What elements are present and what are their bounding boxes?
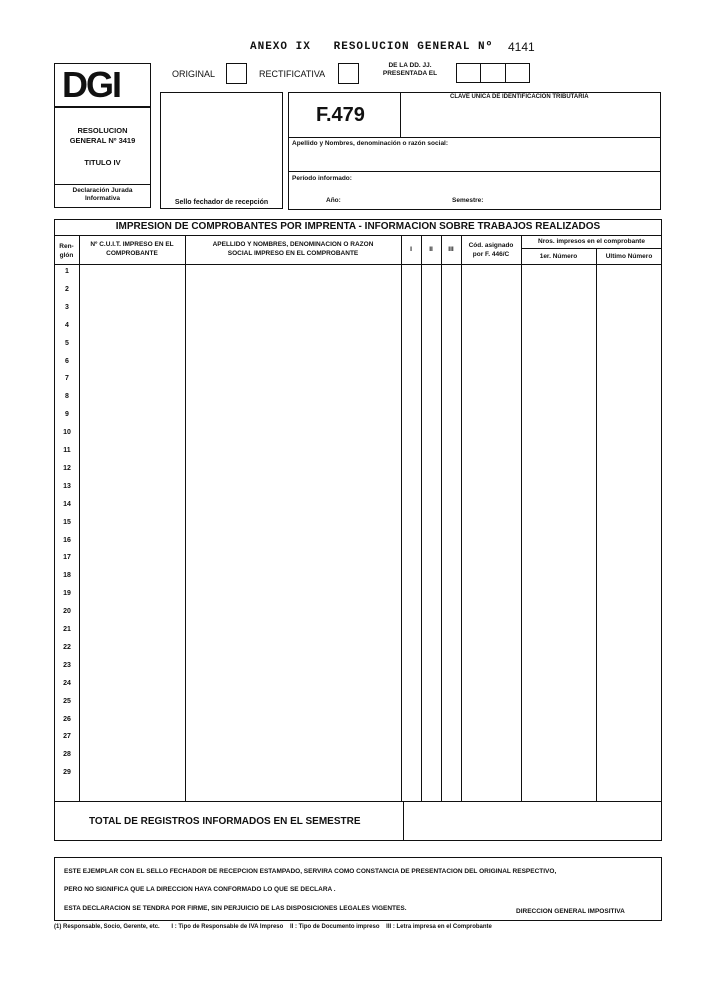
row-number: 7	[65, 375, 69, 383]
col-iii-header: III	[448, 246, 454, 253]
row-number: 2	[65, 285, 69, 293]
presented-line-2: PRESENTADA EL	[382, 70, 438, 77]
col-name-header	[185, 240, 401, 258]
row-number: 13	[63, 482, 71, 490]
row-number: 15	[63, 518, 71, 526]
row-number: 4	[65, 321, 69, 329]
col-cuit-1: Nº C.U.I.T. IMPRESO EN EL	[90, 241, 174, 248]
col-numbers-header: Nros. impresos en el comprobante	[538, 238, 645, 245]
col-first-header: 1er. Número	[539, 253, 578, 260]
resolution-label: RESOLUCION GENERAL Nº	[333, 41, 494, 53]
col-code-header	[461, 241, 521, 259]
row-number: 19	[63, 590, 71, 598]
declaration-line-2: Informativa	[84, 195, 121, 202]
original-label: ORIGINAL	[172, 69, 216, 79]
row-number: 14	[63, 500, 71, 508]
row-number: 22	[63, 643, 71, 651]
name-label: Apellido y Nombres, denominación o razón social:	[292, 140, 449, 147]
row-number: 25	[63, 697, 71, 705]
footer-line-3: ESTA DECLARACION SE TENDRA POR FIRME, SIN PERJUICIO DE LAS DISPOSICIONES LEGALES VIGENTES.	[64, 905, 407, 912]
total-label: TOTAL DE REGISTROS INFORMADOS EN EL SEMESTRE	[89, 816, 361, 827]
table-title: IMPRESION DE COMPROBANTES POR IMPRENTA - INFORMACION SOBRE TRABAJOS REALIZADOS	[115, 221, 601, 232]
title-label: TITULO IV	[84, 158, 121, 167]
row-number: 23	[63, 661, 71, 669]
resolution-line-1: RESOLUCION	[77, 126, 128, 135]
resolution-number: 4141	[508, 40, 535, 54]
row-number: 11	[63, 447, 71, 454]
row-number: 1	[65, 268, 69, 275]
row-number: 18	[63, 572, 71, 580]
col-ii-header: II	[429, 246, 433, 253]
main-table	[54, 219, 662, 841]
rectificativa-label: RECTIFICATIVA	[259, 69, 326, 79]
row-number: 29	[63, 769, 71, 777]
declaration-line-1: Declaración Jurada	[72, 187, 133, 194]
row-number: 10	[63, 429, 71, 437]
row-number: 20	[63, 608, 71, 616]
col-rank-2: glón	[59, 252, 74, 259]
col-code-2: por F. 446/C	[472, 251, 510, 258]
row-number: 9	[65, 411, 69, 419]
dgi-logo: DGI	[62, 64, 121, 105]
row-number: 3	[65, 303, 69, 311]
col-i-header: I	[410, 246, 412, 253]
row-number: 21	[63, 626, 71, 633]
original-checkbox[interactable]	[226, 63, 247, 84]
row-number: 28	[63, 751, 71, 759]
col-last-header: Ultimo Número	[605, 253, 653, 260]
reception-stamp-box	[160, 92, 283, 209]
footer-line-2: PERO NO SIGNIFICA QUE LA DIRECCION HAYA CONFORMADO LO QUE SE DECLARA .	[64, 886, 336, 893]
row-number: 16	[63, 536, 71, 544]
col-rank-1: Ren-	[59, 243, 74, 250]
row-number: 12	[63, 464, 71, 472]
form-code: F.479	[316, 104, 365, 126]
annex-label: ANEXO IX	[250, 41, 311, 53]
presented-date-boxes[interactable]	[456, 63, 530, 83]
annex-title	[250, 41, 493, 53]
col-name-1: APELLIDO Y NOMBRES, DENOMINACION O RAZON	[212, 241, 374, 248]
row-number: 5	[65, 339, 69, 347]
col-cuit-header	[79, 240, 185, 258]
year-label: Año:	[326, 197, 341, 204]
resolution-line-2: GENERAL Nº 3419	[69, 136, 136, 145]
declaration-block	[54, 187, 151, 203]
col-rank-header	[54, 242, 79, 260]
resolution-block	[54, 126, 151, 146]
row-number: 26	[63, 715, 71, 723]
stamp-label: Sello fechador de recepción	[174, 199, 269, 206]
row-number: 6	[65, 357, 69, 365]
col-code-1: Cód. asignado	[468, 242, 514, 249]
footer-note: (1) Responsable, Socio, Gerente, etc. I : Tipo de Responsable de IVA Impreso II : Tipo de Documento impreso III : Letra impresa en el Comprobante	[54, 924, 492, 930]
cuit-label: CLAVE UNICA DE IDENTIFICACION TRIBUTARIA	[450, 94, 589, 100]
row-number: 8	[65, 393, 69, 401]
presented-line-1: DE LA DD. JJ.	[388, 62, 432, 69]
footer-line-1: ESTE EJEMPLAR CON EL SELLO FECHADOR DE RECEPCION ESTAMPADO, SERVIRA COMO CONSTANCIA DE PRESENTACION DEL ORIGINAL RESPECTIVO,	[64, 868, 557, 875]
col-name-2: SOCIAL IMPRESO EN EL COMPROBANTE	[227, 250, 359, 257]
row-number: 24	[63, 679, 71, 687]
semester-label: Semestre:	[452, 197, 484, 204]
row-number: 17	[63, 554, 71, 562]
footer-authority: DIRECCION GENERAL IMPOSITIVA	[516, 908, 625, 915]
row-number: 27	[63, 733, 71, 741]
rectificativa-checkbox[interactable]	[338, 63, 359, 84]
period-label: Período informado:	[292, 175, 352, 182]
presented-label	[366, 62, 454, 78]
col-cuit-2: COMPROBANTE	[106, 250, 158, 257]
